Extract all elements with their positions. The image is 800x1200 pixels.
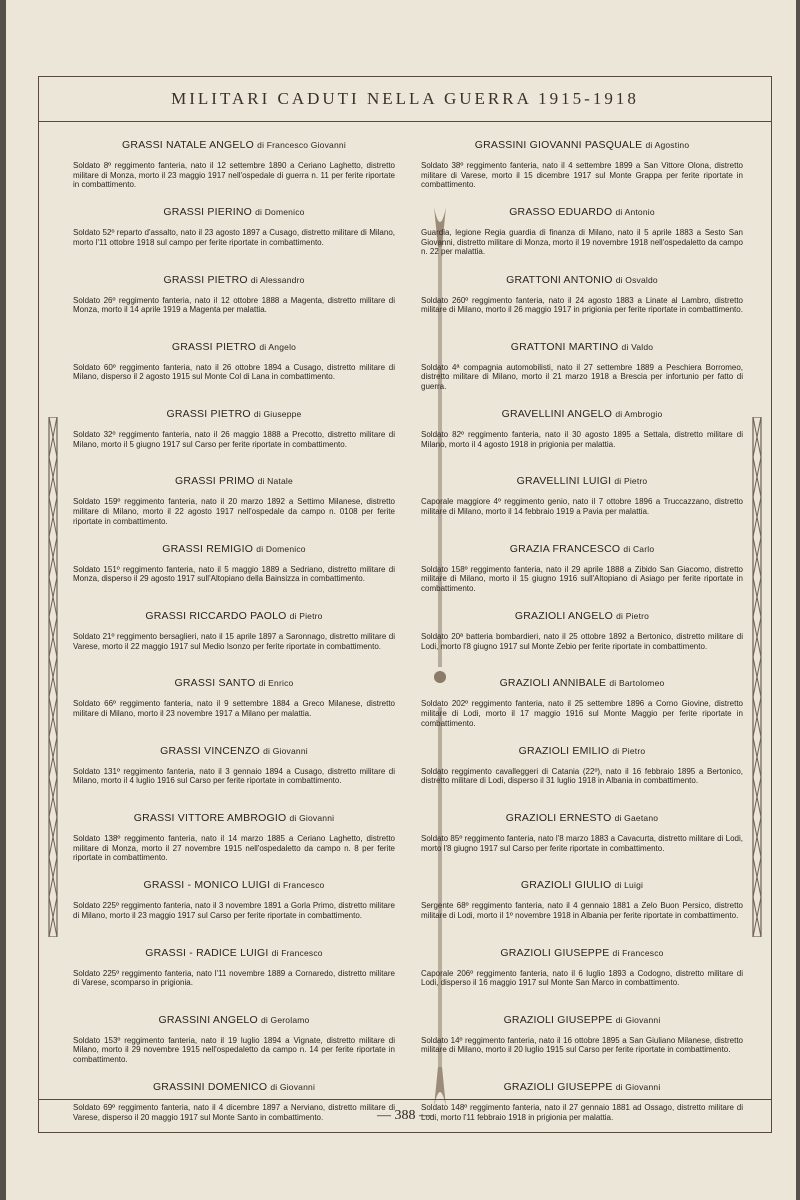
soldier-surname-given: GRATTONI ANTONIO bbox=[506, 273, 613, 286]
soldier-entry bbox=[73, 262, 395, 329]
soldier-surname-given: GRAZIOLI ANNIBALE bbox=[499, 677, 607, 690]
soldier-record: Soldato 69º reggimento fanteria, nato il 4 dicembre 1897 a Nerviano, distretto militare di Varese, disperso il 20 maggio 1917 sul Monte Santo in combattimento. bbox=[73, 1103, 395, 1122]
soldier-patronymic: di Pietro bbox=[616, 611, 650, 622]
soldier-patronymic: di Gaetano bbox=[614, 812, 659, 823]
page-number: — 388 — bbox=[377, 1108, 433, 1123]
soldier-patronymic: di Francesco Giovanni bbox=[257, 140, 346, 150]
soldier-patronymic: di Giuseppe bbox=[253, 409, 302, 420]
soldier-surname-given: GRASSI - RADICE LUIGI bbox=[145, 946, 269, 959]
soldier-surname-given: GRAZIOLI ERNESTO bbox=[505, 811, 612, 824]
soldier-record: Soldato 66º reggimento fanteria, nato il 9 settembre 1884 a Greco Milanese, distretto militare di Milano, morto il 23 novembre 1917 a Milano per malattia. bbox=[73, 699, 395, 718]
page-title: MILITARI CADUTI NELLA GUERRA 1915-1918 bbox=[171, 89, 639, 108]
soldier-patronymic: di Natale bbox=[257, 476, 293, 487]
soldier-surname-given: GRASSI VITTORE AMBROGIO bbox=[133, 811, 287, 824]
soldier-record: Soldato 21º reggimento bersaglieri, nato il 15 aprile 1897 a Saronnago, distretto militare di Varese, morto il 22 maggio 1917 sul Medio Isonzo per ferite riportate in combattimento. bbox=[73, 632, 395, 651]
soldier-patronymic: di Giovanni bbox=[615, 1082, 661, 1093]
soldier-record: Sergente 68º reggimento fanteria, nato il 4 gennaio 1881 a Zelo Buon Persico, distretto militare di Lodi, morto il 1º novembre 1918 in Albania per ferite riportate in combattimento. bbox=[421, 901, 743, 920]
soldier-record: Soldato 159º reggimento fanteria, nato il 20 marzo 1892 a Settimo Milanese, distretto militare di Milano, morto il 22 agosto 1917 nell'ospedale da campo n. 0108 per ferite riportate in combattimento. bbox=[73, 497, 395, 526]
soldier-surname-given: GRASSI NATALE ANGELO bbox=[122, 139, 255, 151]
soldier-record: Soldato 85º reggimento fanteria, nato l'8 marzo 1883 a Cavacurta, distretto militare di Lodi, morto l'8 giugno 1917 sul Carso per ferite riportate in combattimento. bbox=[421, 833, 743, 853]
soldier-patronymic: di Osvaldo bbox=[615, 274, 658, 285]
soldier-record: Soldato 225º reggimento fanteria, nato l'11 novembre 1889 a Cornaredo, distretto militare di Varese, scomparso in prigionia. bbox=[73, 968, 395, 988]
soldier-surname-given: GRASSI PIETRO bbox=[163, 273, 248, 286]
soldier-record: Soldato 52º reparto d'assalto, nato il 23 agosto 1897 a Cusago, distretto militare di Milano, morto l'11 ottobre 1918 sul campo per ferite riportate in combattimento. bbox=[73, 228, 395, 247]
soldier-name bbox=[421, 206, 743, 218]
soldier-record: Soldato 225º reggimento fanteria, nato il 3 novembre 1891 a Gorla Primo, distretto militare di Milano, morto il 23 maggio 1917 sul Carso per ferite riportate in combattimento. bbox=[73, 901, 395, 920]
soldier-patronymic: di Pietro bbox=[612, 745, 646, 756]
soldier-record: Soldato 4ª compagnia automobilisti, nato il 27 settembre 1889 a Peschiera Borromeo, distretto militare di Milano, morto il 21 marzo 1918 a Brescia per infortunio per fatto di guerra. bbox=[421, 362, 743, 392]
soldier-record: Soldato reggimento cavalleggeri di Catania (22º), nato il 16 febbraio 1895 a Bertonico, distretto militare di Lodi, disperso il 31 luglio 1918 in Albania in combattimento. bbox=[421, 766, 743, 786]
soldier-surname-given: GRAZIOLI GIUSEPPE bbox=[503, 1013, 613, 1026]
soldier-name bbox=[421, 408, 743, 420]
soldier-name bbox=[73, 812, 395, 824]
soldier-name bbox=[421, 274, 743, 286]
soldier-surname-given: GRASSINI ANGELO bbox=[158, 1013, 258, 1026]
soldier-name bbox=[421, 341, 743, 353]
soldier-entry bbox=[421, 127, 743, 194]
soldier-entry bbox=[421, 800, 743, 867]
soldier-entry bbox=[421, 733, 743, 800]
soldier-name bbox=[421, 139, 743, 151]
soldier-surname-given: GRASSI SANTO bbox=[174, 677, 256, 690]
soldier-surname-given: GRAZIOLI EMILIO bbox=[518, 744, 610, 757]
soldier-surname-given: GRAZIOLI GIUSEPPE bbox=[500, 946, 610, 959]
soldier-surname-given: GRASSI PIETRO bbox=[171, 340, 257, 353]
soldier-patronymic: di Agostino bbox=[645, 140, 690, 150]
soldier-patronymic: di Antonio bbox=[615, 207, 655, 218]
soldier-record: Soldato 26º reggimento fanteria, nato il 12 ottobre 1888 a Magenta, distretto militare di Monza, morto il 14 aprile 1919 a Magenta per malattia. bbox=[73, 295, 395, 315]
soldier-entry bbox=[73, 531, 395, 598]
soldier-name bbox=[421, 1081, 743, 1093]
soldier-record: Soldato 260º reggimento fanteria, nato il 24 agosto 1883 a Linate al Lambro, distretto militare di Milano, morto il 26 maggio 1917 in prigionia per ferite riportate in combattimento. bbox=[421, 295, 743, 315]
soldier-entry bbox=[73, 935, 395, 1002]
soldier-surname-given: GRASSI PIETRO bbox=[166, 408, 251, 421]
soldier-name bbox=[421, 543, 743, 555]
soldier-patronymic: di Francesco bbox=[273, 880, 325, 891]
soldier-surname-given: GRASSINI DOMENICO bbox=[152, 1081, 268, 1094]
soldier-name bbox=[73, 341, 395, 353]
soldier-surname-given: GRASSI REMIGIO bbox=[162, 542, 254, 555]
soldier-patronymic: di Valdo bbox=[621, 341, 654, 352]
soldier-entry bbox=[73, 329, 395, 396]
soldier-surname-given: GRAVELLINI LUIGI bbox=[516, 475, 612, 488]
soldier-name bbox=[73, 139, 395, 151]
soldier-record: Soldato 131º reggimento fanteria, nato il 3 gennaio 1894 a Cusago, distretto militare di Milano, morto il 4 luglio 1916 sul Carso per ferite riportate in combattimento. bbox=[73, 766, 395, 786]
soldier-patronymic: di Carlo bbox=[623, 543, 655, 554]
soldier-record: Caporale maggiore 4º reggimento genio, nato il 7 ottobre 1896 a Truccazzano, distretto militare di Milano, morto il 14 febbraio 1919 a Pavia per malattia. bbox=[421, 497, 743, 517]
soldier-entry bbox=[421, 396, 743, 463]
soldier-record: Soldato 148º reggimento fanteria, nato il 27 gennaio 1881 ad Ossago, distretto militare di Lodi, morto l'11 febbraio 1918 in prigionia per malattia. bbox=[421, 1103, 743, 1122]
right-flag-ornament bbox=[745, 417, 769, 937]
soldier-entry bbox=[73, 800, 395, 867]
soldier-name bbox=[73, 543, 395, 555]
soldier-entry bbox=[73, 1002, 395, 1069]
page-header bbox=[39, 77, 771, 122]
soldier-patronymic: di Angelo bbox=[259, 341, 297, 352]
soldier-entry bbox=[73, 127, 395, 194]
soldier-record: Soldato 82º reggimento fanteria, nato il 30 agosto 1895 a Settala, distretto militare di Milano, morto il 4 agosto 1918 in prigionia per malattia. bbox=[421, 430, 743, 449]
left-column bbox=[73, 127, 395, 1136]
soldier-surname-given: GRASSI - MONICO LUIGI bbox=[143, 879, 271, 892]
soldier-record: Soldato 153º reggimento fanteria, nato il 19 luglio 1894 a Vignate, distretto militare di Milano, morto il 29 novembre 1915 nell'ospedaletto da campo n. 14 per ferite riportate in combattimento. bbox=[73, 1035, 395, 1065]
soldier-entry bbox=[73, 733, 395, 800]
soldier-name bbox=[421, 610, 743, 622]
soldier-name bbox=[73, 677, 395, 689]
soldier-entry bbox=[73, 665, 395, 732]
soldier-name bbox=[421, 1014, 743, 1026]
soldier-surname-given: GRASSI PRIMO bbox=[175, 475, 255, 488]
soldier-name bbox=[73, 274, 395, 286]
soldier-record: Soldato 38º reggimento fanteria, nato il 4 settembre 1899 a San Vittore Olona, distretto militare di Varese, morto il 15 dicembre 1917 sul Monte Grappa per ferite riportate in combattimento. bbox=[421, 161, 743, 190]
soldier-record: Soldato 138º reggimento fanteria, nato il 14 marzo 1885 a Ceriano Laghetto, distretto militare di Monza, morto il 27 novembre 1915 nell'ospedaletto da campo n. 8 per ferite riportate in combattimento. bbox=[73, 833, 395, 863]
soldier-name bbox=[421, 812, 743, 824]
soldier-patronymic: di Bartolomeo bbox=[609, 678, 665, 689]
soldier-name bbox=[73, 879, 395, 891]
soldier-name bbox=[73, 947, 395, 959]
left-flag-ornament bbox=[41, 417, 65, 937]
soldier-record: Soldato 14º reggimento fanteria, nato il 16 ottobre 1895 a San Giuliano Milanese, distretto militare di Milano, morto il 20 luglio 1915 sul Carso per ferite riportate in combattimento. bbox=[421, 1035, 743, 1055]
soldier-record: Soldato 8º reggimento fanteria, nato il 12 settembre 1890 a Ceriano Laghetto, distretto militare di Monza, morto il 23 maggio 1917 nell'ospedale di guerra n. 11 per ferite riportate in combattimento. bbox=[73, 161, 395, 190]
soldier-record: Caporale 206º reggimento fanteria, nato il 6 luglio 1893 a Codogno, distretto militare di Lodi, disperso il 16 maggio 1917 sul Monte San Marco in combattimento. bbox=[421, 968, 743, 988]
soldier-name bbox=[73, 745, 395, 757]
soldier-entry bbox=[73, 463, 395, 530]
soldier-name bbox=[421, 947, 743, 959]
soldier-surname-given: GRASSI RICCARDO PAOLO bbox=[145, 610, 287, 623]
soldier-entry bbox=[421, 867, 743, 934]
soldier-entry bbox=[73, 396, 395, 463]
soldier-name bbox=[73, 1014, 395, 1026]
soldier-entry bbox=[421, 531, 743, 598]
soldier-surname-given: GRASSI VINCENZO bbox=[160, 744, 260, 757]
soldier-entry bbox=[421, 463, 743, 530]
soldier-entry bbox=[421, 194, 743, 261]
soldier-patronymic: di Domenico bbox=[256, 543, 306, 554]
soldier-entry bbox=[73, 598, 395, 665]
soldier-patronymic: di Giovanni bbox=[263, 745, 308, 756]
soldier-patronymic: di Ambrogio bbox=[615, 409, 663, 420]
soldier-entry bbox=[421, 1002, 743, 1069]
soldier-patronymic: di Francesco bbox=[271, 947, 323, 958]
soldier-entry bbox=[73, 867, 395, 934]
soldier-record: Soldato 158º reggimento fanteria, nato il 29 aprile 1888 a Zibido San Giacomo, distretto militare di Milano, morto il 15 giugno 1916 sull'Altopiano di Asiago per ferite riportate in combattimento. bbox=[421, 564, 743, 593]
soldier-name bbox=[421, 879, 743, 891]
soldier-record: Soldato 20ª batteria bombardieri, nato il 25 ottobre 1892 a Bertonico, distretto militare di Lodi, morto l'8 giugno 1917 sul Monte Zebio per ferite riportate in combattimento. bbox=[421, 632, 743, 651]
soldier-entry bbox=[421, 329, 743, 396]
soldier-patronymic: di Francesco bbox=[612, 947, 664, 958]
soldier-name bbox=[73, 475, 395, 487]
soldier-patronymic: di Alessandro bbox=[250, 274, 305, 285]
soldier-record: Soldato 60º reggimento fanteria, nato il 26 ottobre 1894 a Cusago, distretto militare di Milano, disperso il 2 agosto 1915 sul Monte Col di Lana in combattimento. bbox=[73, 362, 395, 382]
soldier-name bbox=[73, 610, 395, 622]
soldier-name bbox=[421, 745, 743, 757]
soldier-entry bbox=[421, 598, 743, 665]
soldier-patronymic: di Giovanni bbox=[289, 812, 335, 823]
soldier-patronymic: di Giovanni bbox=[270, 1082, 316, 1093]
soldier-patronymic: di Pietro bbox=[614, 476, 648, 487]
soldier-surname-given: GRASSI PIERINO bbox=[163, 206, 252, 219]
soldier-entry bbox=[73, 194, 395, 261]
soldier-name bbox=[73, 1081, 395, 1093]
soldier-name bbox=[421, 677, 743, 689]
soldier-record: Soldato 32º reggimento fanteria, nato il 26 maggio 1888 a Precotto, distretto militare di Milano, morto il 5 giugno 1917 sul Carso per ferite riportate in combattimento. bbox=[73, 430, 395, 449]
soldier-name bbox=[73, 206, 395, 218]
soldier-surname-given: GRASSO EDUARDO bbox=[509, 206, 613, 219]
soldier-surname-given: GRAZIOLI ANGELO bbox=[514, 610, 613, 623]
soldier-surname-given: GRAVELLINI ANGELO bbox=[501, 408, 613, 421]
document-page bbox=[6, 0, 796, 1200]
soldier-entry bbox=[421, 262, 743, 329]
soldier-patronymic: di Pietro bbox=[289, 611, 323, 622]
soldier-name bbox=[421, 475, 743, 487]
soldier-surname-given: GRATTONI MARTINO bbox=[510, 340, 619, 353]
soldier-record: Soldato 202º reggimento fanteria, nato il 25 settembre 1896 a Corno Giovine, distretto militare di Lodi, morto il 17 maggio 1916 sul Monte Maggio per ferite riportate in combattimento. bbox=[421, 699, 743, 728]
soldier-name bbox=[73, 408, 395, 420]
soldier-entry bbox=[421, 935, 743, 1002]
soldier-patronymic: di Giovanni bbox=[615, 1014, 661, 1025]
soldier-entry bbox=[421, 665, 743, 732]
soldier-record: Guardia, legione Regia guardia di finanza di Milano, nato il 5 aprile 1883 a Sesto San Giovanni, distretto militare di Monza, morto il 19 novembre 1918 nell'ospedaletto da campo n. 22 per malattia. bbox=[421, 228, 743, 257]
soldier-patronymic: di Enrico bbox=[258, 678, 294, 689]
soldier-patronymic: di Luigi bbox=[614, 880, 644, 891]
soldier-surname-given: GRAZIOLI GIULIO bbox=[520, 879, 612, 892]
soldier-record: Soldato 151º reggimento fanteria, nato il 5 maggio 1889 a Sedriano, distretto militare di Monza, disperso il 29 agosto 1917 sull'Altopiano della Bainsizza in combattimento. bbox=[73, 564, 395, 584]
soldier-surname-given: GRASSINI GIOVANNI PASQUALE bbox=[474, 139, 643, 151]
soldier-patronymic: di Domenico bbox=[255, 207, 305, 218]
right-column bbox=[421, 127, 743, 1136]
page-frame bbox=[38, 76, 772, 1133]
page-footer bbox=[39, 1099, 771, 1132]
soldier-surname-given: GRAZIA FRANCESCO bbox=[509, 542, 621, 555]
soldier-patronymic: di Gerolamo bbox=[260, 1014, 310, 1025]
soldier-surname-given: GRAZIOLI GIUSEPPE bbox=[503, 1081, 613, 1094]
